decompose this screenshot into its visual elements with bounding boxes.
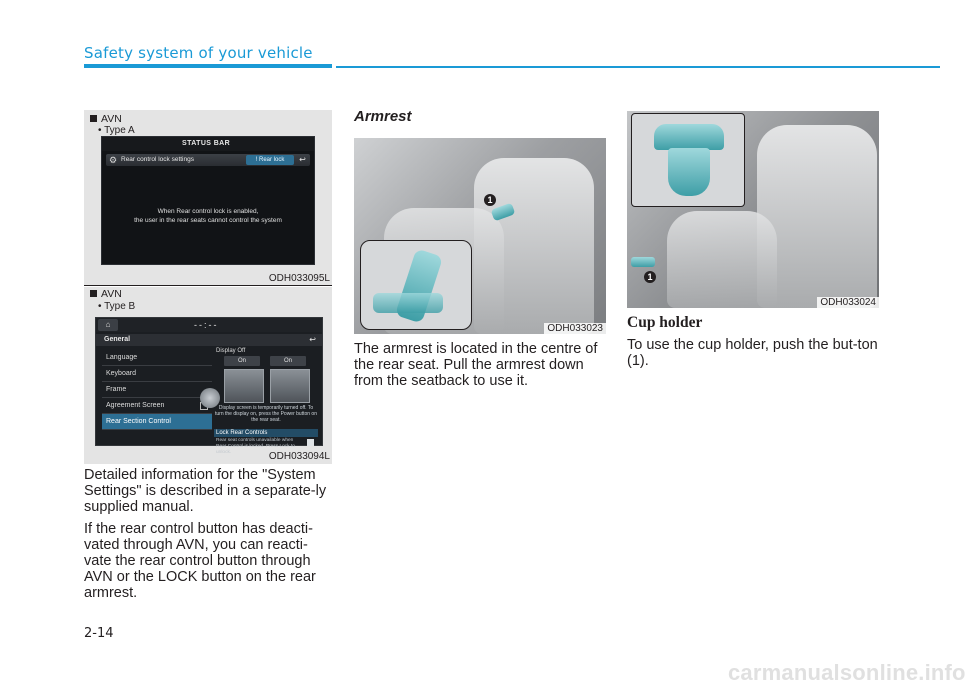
screen-title-bar xyxy=(96,334,322,346)
paragraph-system-settings: Detailed information for the "System Settings" is described in a separate-ly supplied manual. xyxy=(84,467,327,515)
avn-screen-type-a xyxy=(101,136,315,265)
menu-item-language: Language xyxy=(102,350,212,366)
callout-1: 1 xyxy=(484,194,496,206)
menu-item-rear-section-control: Rear Section Control xyxy=(102,414,212,430)
armrest-inset xyxy=(360,240,472,330)
setting-label: Rear control lock settings xyxy=(121,156,194,163)
lock-message: When Rear control lock is enabled, the user in the rear seats cannot control the system xyxy=(134,208,282,224)
figure-code-b: ODH033094L xyxy=(268,451,330,462)
figure-divider xyxy=(84,285,332,286)
display-panel xyxy=(214,348,318,457)
gear-icon: ⚙ xyxy=(109,155,118,165)
push-button-arrow-icon xyxy=(631,257,655,267)
clock: --:-- xyxy=(194,320,219,330)
armrest-text: The armrest is located in the centre of the rear seat. Pull the armrest down from the seatback to use it. xyxy=(354,341,598,389)
header-rule-thick xyxy=(84,64,332,68)
rear-control-lock-row xyxy=(106,154,310,166)
avn-screen-type-b xyxy=(95,317,323,455)
menu-item-keyboard: Keyboard xyxy=(102,366,212,382)
armrest-heading: Armrest xyxy=(354,108,412,125)
cup-holder-lower xyxy=(668,148,710,196)
back-icon: ↩ xyxy=(309,335,316,344)
paragraph-rear-control: If the rear control button has deacti-vated through AVN, you can reacti-vate the rear control button through AVN or the LOCK button on the rear armrest. xyxy=(84,521,316,601)
screen-top-bar xyxy=(96,318,322,332)
on-button-2: On xyxy=(270,356,306,366)
screen-tile-icon xyxy=(224,369,264,403)
section-title: Safety system of your vehicle xyxy=(84,44,313,62)
header-rule-thin xyxy=(336,66,940,68)
back-icon: ↩ xyxy=(299,155,306,164)
square-bullet-icon xyxy=(90,115,97,122)
avn-label-b: AVN xyxy=(90,288,122,300)
figure-code-a: ODH033095L xyxy=(268,273,330,284)
watermark: carmanualsonline.info xyxy=(728,660,966,685)
home-icon: ⌂ xyxy=(98,319,118,331)
figure-avn-type-b xyxy=(84,287,332,464)
armrest-base-highlight xyxy=(373,293,443,313)
cup-holder-upper xyxy=(654,124,724,150)
display-off-label: Display Off xyxy=(216,348,246,354)
callout-1: 1 xyxy=(644,271,656,283)
cup-holder-heading: Cup holder xyxy=(627,314,703,331)
armrest-photo xyxy=(354,138,606,334)
rear-lock-button: ! Rear lock xyxy=(246,155,294,165)
screen-title: General xyxy=(104,336,131,343)
cup-holder-photo xyxy=(627,111,879,308)
display-tiles xyxy=(214,369,318,403)
menu-item-frame: Frame xyxy=(102,382,212,398)
screen-tile-icon xyxy=(270,369,310,403)
page-number: 2-14 xyxy=(84,626,114,641)
menu-item-agreement-screen: Agreement Screen xyxy=(102,398,212,414)
figure-code-cup-holder: ODH033024 xyxy=(817,297,879,308)
display-note: Display screen is temporarily turned off. To turn the display on, press the Power button on the rear seat. xyxy=(214,405,317,423)
on-buttons xyxy=(214,356,318,368)
figure-code-armrest: ODH033023 xyxy=(544,323,606,334)
settings-menu xyxy=(102,350,212,430)
cup-holder-inset xyxy=(631,113,745,207)
figure-avn-type-a xyxy=(84,110,332,285)
square-bullet-icon xyxy=(90,290,97,297)
status-bar: STATUS BAR xyxy=(102,137,314,151)
avn-label-a: AVN xyxy=(90,113,122,125)
cup-holder-text: To use the cup holder, push the but-ton (1). xyxy=(627,337,878,369)
lock-rear-controls-text: Rear seat controls unavailable when Rear Control is locked. Press Lock to unlock. xyxy=(214,437,318,457)
type-label-b: • Type B xyxy=(98,301,136,312)
lock-rear-controls-heading: Lock Rear Controls xyxy=(214,429,318,437)
type-label-a: • Type A xyxy=(98,125,135,136)
checkbox-icon xyxy=(307,439,314,446)
on-button-1: On xyxy=(224,356,260,366)
console-shape xyxy=(667,211,777,308)
